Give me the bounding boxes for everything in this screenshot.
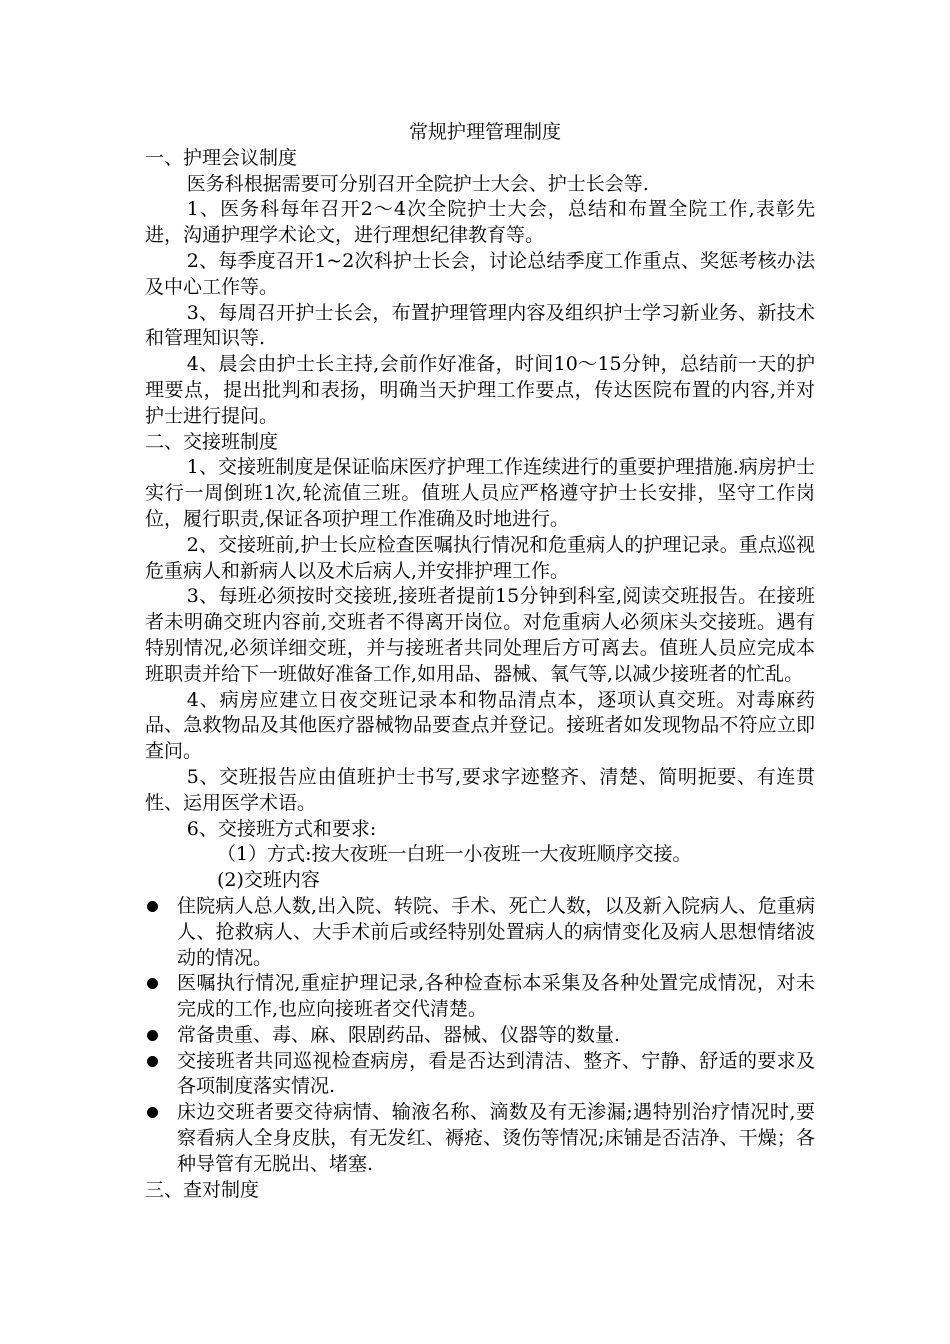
paragraph: 4、病房应建立日夜交班记录本和物品清点本，逐项认真交班。对毒麻药品、急救物品及其他医疗器械物品要查点并登记。接班者如发现物品不符应立即查问。 (145, 688, 815, 763)
section-heading-handover: 二、交接班制度 (145, 430, 279, 453)
list-item (145, 1049, 815, 1101)
document-title: 常规护理管理制度 (408, 121, 561, 143)
list-item-text: 床边交班者要交待病情、输液名称、滴数及有无渗漏;遇特别治疗情况时,要察看病人全身皮肤，有无发红、褥疮、烫伤等情况;床铺是否洁净、干燥；各种导管有无脱出、堵塞. (177, 1101, 815, 1175)
paragraph: 3、每班必须按时交接班,接班者提前15分钟到科室,阅读交班报告。在接班者未明确交班内容前,交班者不得离开岗位。对危重病人必须床头交接班。遇有特别情况,必须详细交班，并与接班者共同处理后方可离去。值班人员应完成本班职责并给下一班做好准备工作,如用品、器械、氧气等,以减少接班者的忙乱。 (145, 585, 815, 685)
paragraph: 5、交班报告应由值班护士书写,要求字迹整齐、清楚、简明扼要、有连贯性、运用医学术语。 (145, 765, 815, 814)
section-heading-meeting: 一、护理会议制度 (145, 146, 298, 169)
list-item-text: 住院病人总人数,出入院、转院、手术、死亡人数，以及新入院病人、危重病人、抢救病人、大手术前后或经特别处置病人的病情变化及病人思想情绪波动的情况。 (177, 894, 815, 969)
bullet-icon (147, 978, 158, 989)
list-item-text: 医嘱执行情况,重症护理记录,各种检查标本采集及各种处置完成情况，对未完成的工作,也应向接班者交代清楚。 (177, 972, 815, 1021)
paragraph: 2、每季度召开1~2次科护士长会，讨论总结季度工作重点、奖惩考核办法及中心工作等。 (145, 249, 815, 298)
paragraph: 1、交接班制度是保证临床医疗护理工作连续进行的重要护理措施.病房护士实行一周倒班1次,轮流值三班。值班人员应严格遵守护士长安排，坚守工作岗位，履行职责,保证各项护理工作准确及时地进行。 (145, 456, 815, 530)
paragraph: 1、医务科每年召开2～4次全院护士大会，总结和布置全院工作,表彰先进，沟通护理学术论文，进行理想纪律教育等。 (145, 198, 815, 247)
paragraph: 医务科根据需要可分别召开全院护士大会、护士长会等. (186, 172, 649, 195)
bullet-icon (147, 1030, 158, 1041)
list-item (145, 1023, 815, 1049)
sub-item: （1）方式:按大夜班一白班一小夜班一大夜班顺序交接。 (217, 843, 692, 866)
list-item (145, 971, 815, 1023)
handover-content-list (145, 894, 815, 1178)
paragraph: 6、交接班方式和要求: (186, 817, 377, 840)
section-heading-verification: 三、查对制度 (145, 1178, 260, 1201)
list-item-text: 交接班者共同巡视检查病房，看是否达到清洁、整齐、宁静、舒适的要求及各项制度落实情况. (177, 1049, 815, 1098)
list-item-text: 常备贵重、毒、麻、限剧药品、器械、仪器等的数量. (177, 1023, 621, 1046)
sub-item: (2)交班内容 (217, 869, 320, 892)
paragraph: 4、晨会由护士长主持,会前作好准备，时间10～15分钟，总结前一天的护理要点，提出批判和表扬，明确当天护理工作要点，传达医院布置的内容,并对护士进行提问。 (145, 353, 815, 427)
paragraph: 3、每周召开护士长会，布置护理管理内容及组织护士学习新业务、新技术和管理知识等. (145, 301, 815, 350)
bullet-icon (147, 1056, 158, 1067)
document-page (145, 120, 815, 1203)
list-item (145, 894, 815, 971)
bullet-icon (147, 901, 158, 912)
bullet-icon (147, 1107, 158, 1118)
list-item (145, 1100, 815, 1177)
paragraph: 2、交接班前,护士长应检查医嘱执行情况和危重病人的护理记录。重点巡视危重病人和新病人以及术后病人,并安排护理工作。 (145, 533, 815, 582)
